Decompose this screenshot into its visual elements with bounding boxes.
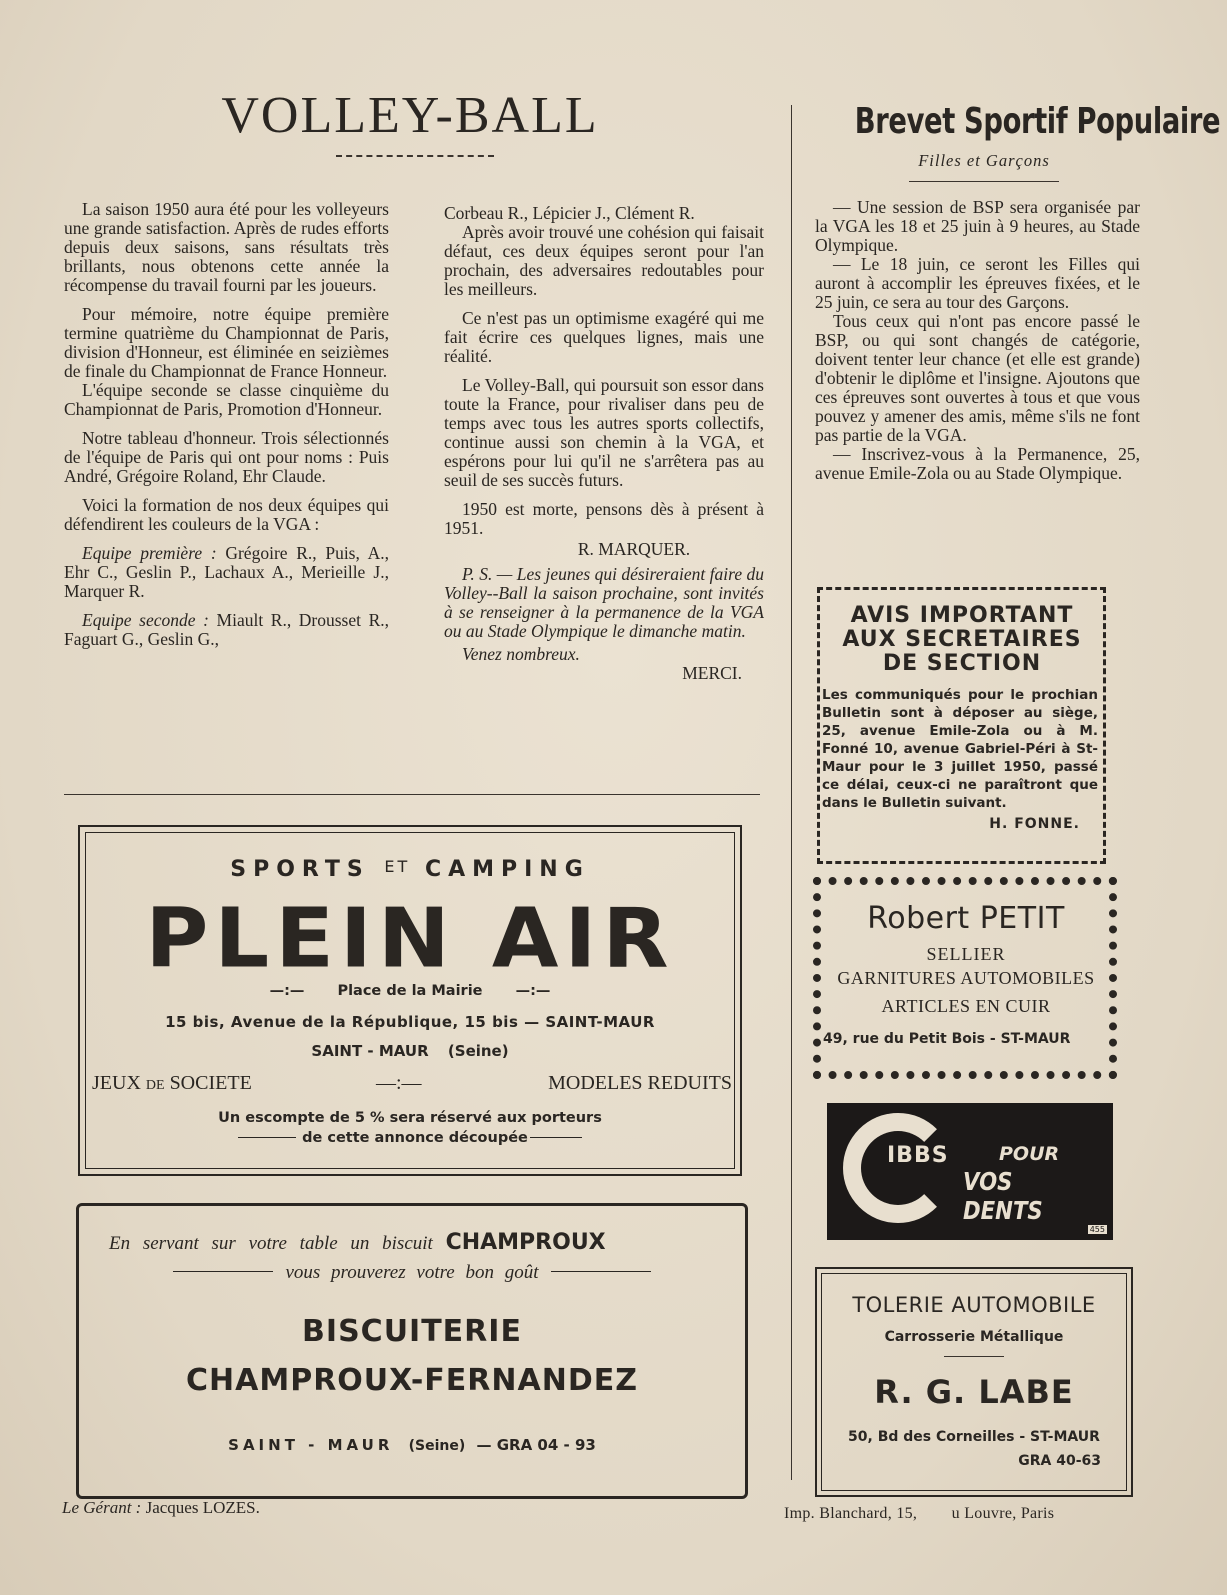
gerant-label: Le Gérant : xyxy=(62,1498,142,1517)
team2-paragraph xyxy=(64,611,389,649)
paragraph: Le Volley-Ball, qui poursuit son essor dans toute la France, pour rivaliser dans peu de temps avec tous les autres sports collectifs, continue aussi son chemin à la VGA, et espérons pour lui qu'il ne s'arrêtera pas au seuil de ses succès futurs. xyxy=(444,375,764,490)
team2-list: Miault R., Drousset R., Faguart G., Geslin G., xyxy=(64,610,389,649)
place-text: Place de la Mairie xyxy=(337,983,483,999)
dash-left: —:— xyxy=(269,983,305,999)
gibbs-ad xyxy=(827,1103,1113,1240)
modeles-text: MODELES REDUITS xyxy=(548,1072,732,1094)
champroux-slogan: En servant sur votre table un biscuit xyxy=(109,1233,433,1254)
jeux-text: JEUX DE SOCIETE xyxy=(92,1072,252,1094)
merci: MERCI. xyxy=(682,663,742,683)
champroux-gout: vous prouverez votre bon goût xyxy=(285,1262,539,1283)
discount-text-2: de cette annonce découpée xyxy=(302,1130,528,1146)
bsp-title: Brevet Sportif Populaire xyxy=(854,101,1221,142)
labe-rule xyxy=(944,1356,1004,1357)
gibbs-dents: VOS DENTS xyxy=(963,1167,1043,1225)
et-word: ET xyxy=(384,857,411,876)
champroux-line-1 xyxy=(109,1230,719,1255)
gibbs-pour: POUR xyxy=(999,1143,1060,1165)
petit-line-2: GARNITURES AUTOMOBILES xyxy=(837,968,1095,988)
gibbs-brand: IBBS xyxy=(887,1143,949,1168)
petit-line-1: SELLIER xyxy=(926,944,1006,964)
labe-address: 50, Bd des Corneilles - ST-MAUR xyxy=(848,1429,1100,1445)
gerant-line xyxy=(62,1498,260,1518)
paragraph: Après avoir trouvé une cohésion qui faisait défaut, ces deux équipes seront pour l'an prochain, des adversaires redoutables pour les meilleurs. xyxy=(444,222,764,299)
discount-line-1: Un escompte de 5 % sera réservé aux porteurs xyxy=(218,1110,602,1126)
paragraph: Corbeau R., Lépicier J., Clément R. xyxy=(444,203,695,223)
bsp-body xyxy=(815,198,1140,483)
biscuiterie-title: BISCUITERIE xyxy=(302,1314,522,1349)
address-line: 15 bis, Avenue de la République, 15 bis — SAINT-MAUR xyxy=(165,1013,655,1031)
gerant-name: Jacques LOZES. xyxy=(141,1498,260,1517)
avis-body: Les communiqués pour le prochian Bulletin sont à déposer au siège, 25, avenue Emile-Zola ou à M. Fonné 10, avenue Gabriel-Péri à St-Maur pour le 3 juillet 1950, passé ce délai, ceux-ci ne paraîtront que dans le Bulletin suivant. xyxy=(822,687,1098,811)
imprimeur-line: Imp. Blanchard, 15, u Louvre, Paris xyxy=(784,1505,1055,1522)
champroux-tel: — GRA 04 - 93 xyxy=(476,1436,596,1454)
column-divider xyxy=(791,105,792,1480)
paragraph: Pour mémoire, notre équipe première termine quatrième du Championnat de Paris, division d'Honneur, est éliminée en seizièmes de finale du Championnat de France Honneur. xyxy=(64,304,389,381)
discount-line-2 xyxy=(80,1130,740,1146)
place-line xyxy=(80,983,740,999)
ps-paragraph: P. S. — Les jeunes qui désireraient faire du Volley--Ball la saison prochaine, sont invités à se renseigner à la permanence de la VGA ou au Stade Olympique le dimanche matin. xyxy=(444,564,764,641)
bsp-subtitle: Filles et Garçons xyxy=(918,151,1050,170)
paragraph: — Inscrivez-vous à la Permanence, 25, avenue Emile-Zola ou au Stade Olympique. xyxy=(815,444,1140,483)
paragraph: — Une session de BSP sera organisée par la VGA les 18 et 25 juin à 9 heures, au Stade Olympique. xyxy=(815,197,1140,255)
avis-signature: H. FONNE. xyxy=(989,816,1080,832)
avis-title-3: DE SECTION xyxy=(882,651,1042,676)
avis-title-1: AVIS IMPORTANT xyxy=(850,603,1074,628)
paragraph: Voici la formation de nos deux équipes qui défendirent les couleurs de la VGA : xyxy=(64,495,389,534)
gibbs-code: 455 xyxy=(1089,1225,1105,1234)
champroux-seine: (Seine) xyxy=(408,1438,466,1454)
avis-title-2: AUX SECRETAIRES xyxy=(842,627,1082,652)
section-divider xyxy=(64,794,760,795)
paragraph: Tous ceux qui n'ont pas encore passé le BSP, ou qui sont changés de catégorie, doivent tenter leur chance (et elle est grande) d'obtenir le diplôme et l'insigne. Ajoutons que ces épreuves sont ouvertes à tous et que vous pouvez y amener des amis, même s'ils ne font pas partie de la VGA. xyxy=(815,311,1140,445)
venez-line: Venez nombreux. xyxy=(462,644,580,664)
paragraph: Notre tableau d'honneur. Trois sélectionnés de l'équipe de Paris qui ont pour noms : Puis André, Grégoire Roland, Ehr Claude. xyxy=(64,428,389,486)
bsp-rule xyxy=(909,181,1059,182)
petit-line-3: ARTICLES EN CUIR xyxy=(881,996,1051,1016)
labe-ad xyxy=(815,1267,1133,1497)
champroux-ad xyxy=(76,1203,748,1499)
champroux-fernandez-title: CHAMPROUX-FERNANDEZ xyxy=(186,1363,638,1398)
paragraph: La saison 1950 aura été pour les volleyeurs une grande satisfaction. Après de rudes efforts depuis deux saisons, sans résultats très brillants, nous obtenons cette année la récompense du travail fourni par les joueurs. xyxy=(64,199,389,295)
petit-address: 49, rue du Petit Bois - ST-MAUR xyxy=(823,1031,1071,1047)
dash-right: —:— xyxy=(515,983,551,999)
team2-label: Equipe seconde : xyxy=(82,610,209,630)
gibbs-g-logo xyxy=(843,1113,953,1223)
paragraph: L'équipe seconde se classe cinquième du Championnat de Paris, Promotion d'Honneur. xyxy=(64,380,389,419)
champroux-city: SAINT - MAUR xyxy=(228,1436,394,1454)
champroux-address xyxy=(79,1436,745,1454)
labe-name: R. G. LABE xyxy=(874,1373,1074,1411)
petit-ad xyxy=(821,902,1111,1047)
paragraph: — Le 18 juin, ce seront les Filles qui auront à accomplir les épreuves fixées, et le 25 juin, ce sera au tour des Garçons. xyxy=(815,254,1140,312)
volley-column-2 xyxy=(444,204,764,683)
petit-name: Robert PETIT xyxy=(867,901,1065,936)
camping-word: CAMPING xyxy=(424,857,590,882)
volley-column-1 xyxy=(64,200,389,659)
team1-label: Equipe première : xyxy=(82,543,217,563)
champroux-line-2 xyxy=(79,1262,745,1284)
city-line xyxy=(80,1042,740,1060)
jeux-line xyxy=(92,1072,732,1095)
paragraph: 1950 est morte, pensons dès à présent à 1951. xyxy=(444,499,764,538)
team1-paragraph xyxy=(64,544,389,601)
labe-tel: GRA 40-63 xyxy=(1018,1453,1101,1469)
sports-camping-line xyxy=(80,857,740,882)
labe-title: TOLERIE AUTOMOBILE xyxy=(852,1293,1096,1317)
sports-word: SPORTS xyxy=(230,857,370,882)
paragraph: Ce n'est pas un optimisme exagéré qui me fait écrire ces quelques lignes, mais une réalité. xyxy=(444,308,764,366)
volley-title: VOLLEY-BALL xyxy=(221,87,599,144)
champroux-brand: CHAMPROUX xyxy=(445,1230,606,1255)
city: SAINT - MAUR xyxy=(311,1042,429,1060)
labe-sub: Carrosserie Métallique xyxy=(884,1329,1064,1345)
signature: R. MARQUER. xyxy=(577,539,691,559)
team1-list: Grégoire R., Puis, A., Ehr C., Geslin P., Lachaux A., Merieille J., Marquer R. xyxy=(64,543,389,601)
jeux-dash: —:— xyxy=(376,1072,422,1094)
plein-air-logo: PLEIN AIR xyxy=(145,891,675,987)
seine: (Seine) xyxy=(447,1042,509,1060)
plein-air-ad xyxy=(78,825,742,1176)
avis-box xyxy=(822,604,1102,832)
title-ornament xyxy=(336,155,494,157)
